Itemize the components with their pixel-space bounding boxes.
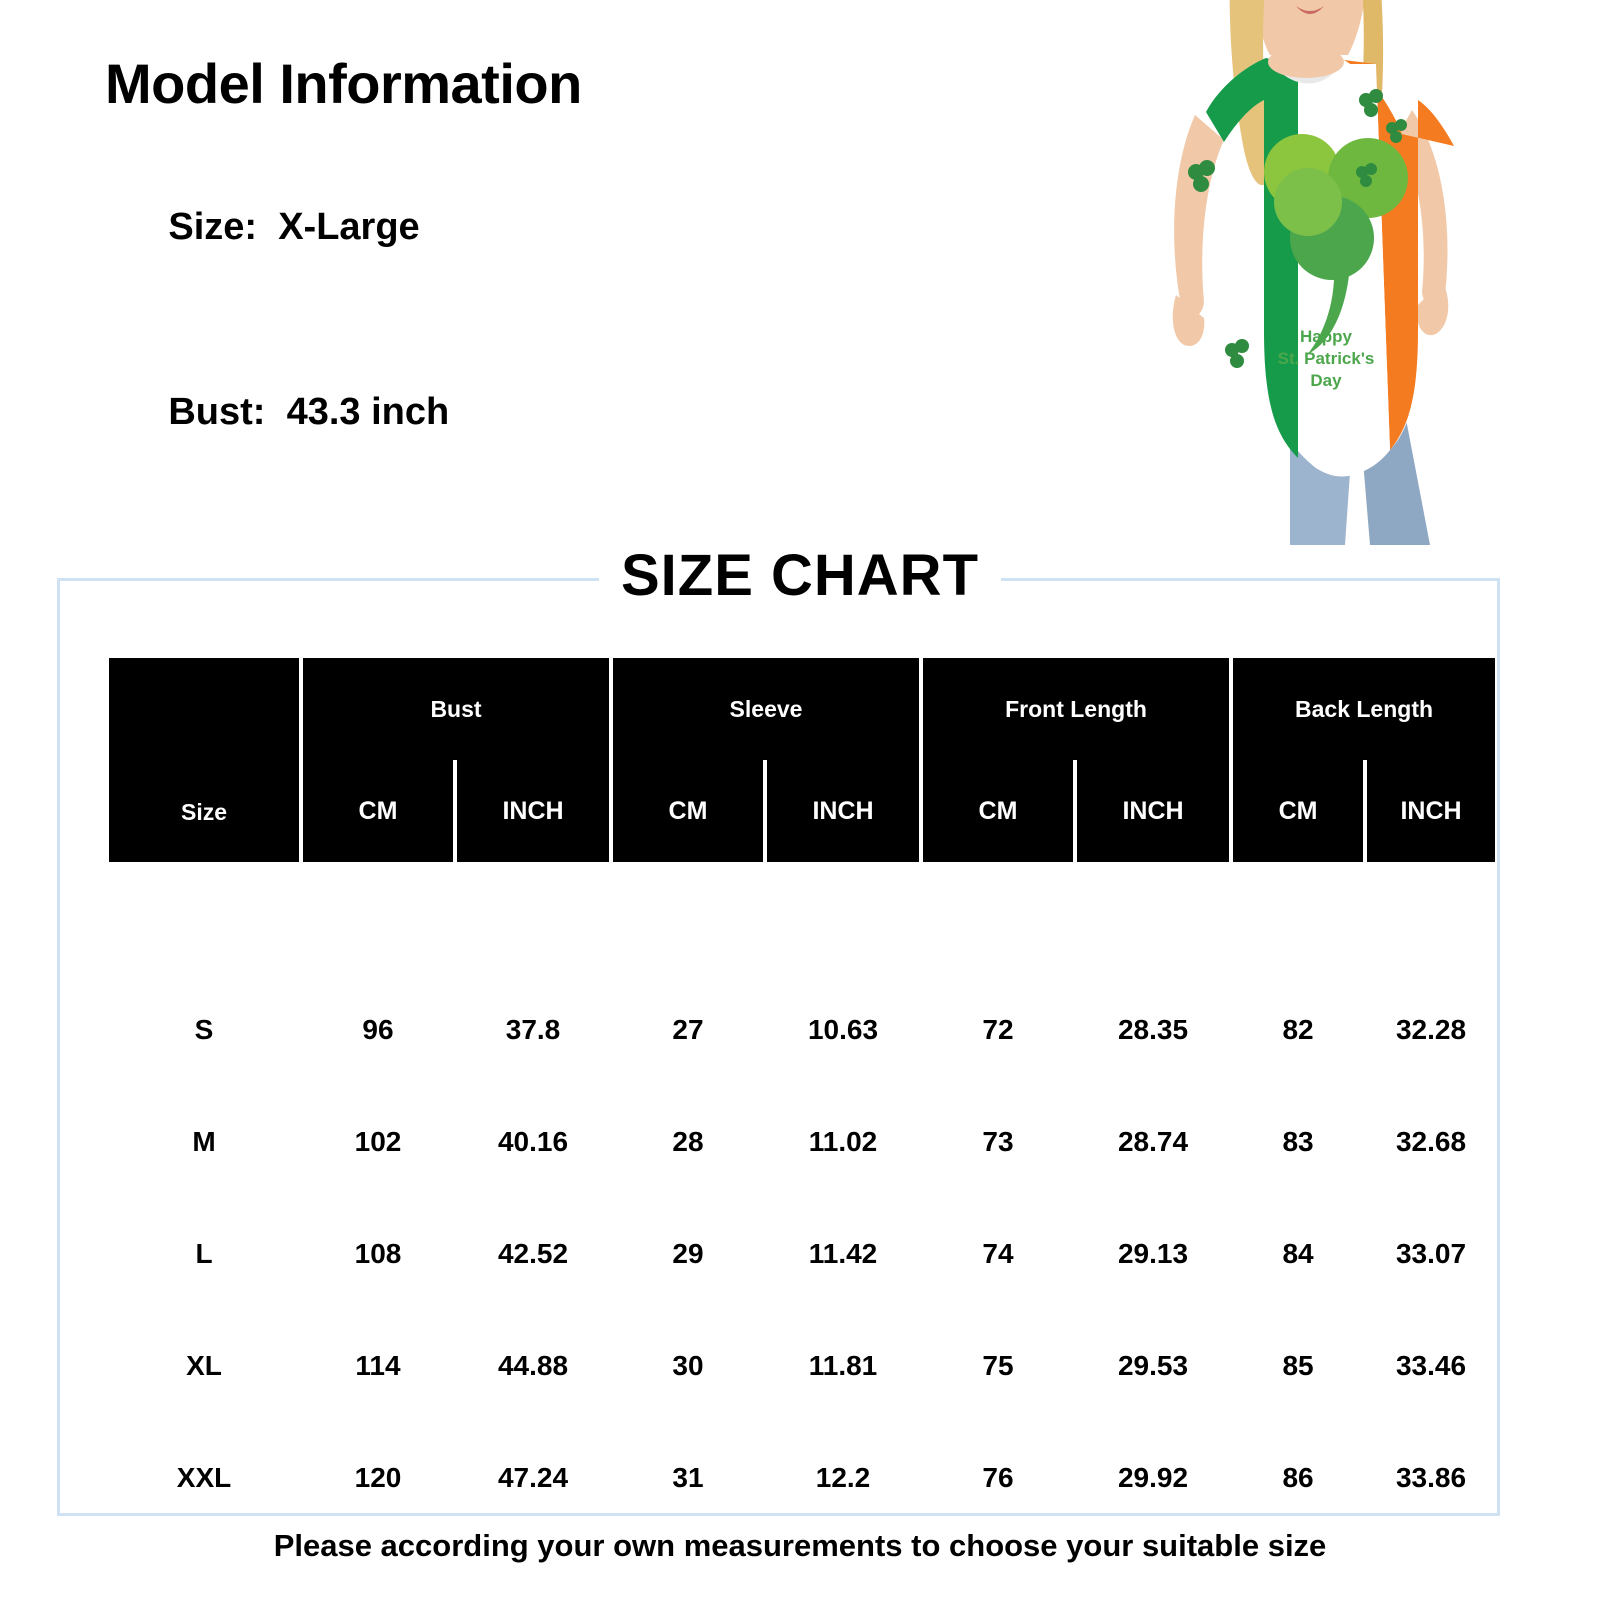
cell-back-inch: 33.07	[1395, 1238, 1467, 1269]
cell-size: M	[192, 1126, 216, 1157]
cell-back-inch: 32.28	[1395, 1014, 1467, 1045]
cell-front-inch: 28.74	[1117, 1126, 1189, 1157]
table-row	[109, 1310, 1495, 1422]
header-unit-back-inch: INCH	[1367, 760, 1495, 862]
table-row	[109, 1422, 1495, 1534]
cell-front-inch: 29.13	[1117, 1238, 1189, 1269]
header-group-front-length: Front Length	[923, 658, 1229, 760]
cell-front-cm: 72	[982, 1014, 1014, 1045]
cell-size: L	[195, 1238, 213, 1269]
header-unit-back-cm: CM	[1233, 760, 1363, 862]
header-unit-sleeve-cm: CM	[613, 760, 763, 862]
cell-bust-inch: 37.8	[505, 1014, 561, 1045]
header-unit-front-cm: CM	[923, 760, 1073, 862]
table-row	[109, 1086, 1495, 1198]
cell-bust-cm: 120	[354, 1462, 402, 1493]
cell-back-cm: 83	[1282, 1126, 1314, 1157]
model-info-line-size	[105, 136, 865, 321]
header-unit-sleeve-inch: INCH	[767, 760, 919, 862]
cell-size: XXL	[176, 1462, 232, 1493]
cell-front-cm: 76	[982, 1462, 1014, 1493]
cell-sleeve-inch: 11.02	[808, 1126, 878, 1157]
header-group-bust: Bust	[303, 658, 609, 760]
cell-bust-cm: 96	[362, 1014, 394, 1045]
model-info-sep-size: :	[244, 206, 258, 249]
cell-bust-cm: 114	[355, 1350, 401, 1381]
header-group-sleeve: Sleeve	[613, 658, 919, 760]
cell-bust-inch: 47.24	[497, 1462, 569, 1493]
cell-bust-inch: 42.52	[497, 1238, 569, 1269]
cell-back-cm: 85	[1282, 1350, 1314, 1381]
cell-back-inch: 32.68	[1395, 1126, 1467, 1157]
header-unit-bust-inch: INCH	[457, 760, 609, 862]
table-body	[109, 862, 1495, 1534]
table-row	[109, 1198, 1495, 1310]
header-unit-bust-cm: CM	[303, 760, 453, 862]
cell-front-cm: 74	[982, 1238, 1014, 1269]
header-unit-front-inch: INCH	[1077, 760, 1229, 862]
cell-sleeve-inch: 11.42	[808, 1238, 878, 1269]
cell-front-cm: 73	[982, 1126, 1014, 1157]
shirt-text-line1: Happy	[1300, 327, 1352, 346]
cell-front-inch: 29.92	[1117, 1462, 1189, 1493]
size-chart-heading-text: SIZE CHART	[599, 542, 1001, 609]
table-header-group-row	[109, 658, 1495, 760]
table-row	[109, 974, 1495, 1086]
product-photo	[1140, 0, 1520, 545]
model-info-value-size: X-Large	[278, 206, 420, 249]
model-info-label-size: Size	[168, 206, 245, 249]
cell-sleeve-inch: 11.81	[808, 1350, 878, 1381]
cell-size: S	[194, 1014, 214, 1045]
cell-front-cm: 75	[982, 1350, 1014, 1381]
cell-front-inch: 29.53	[1117, 1350, 1189, 1381]
model-information-title: Model Information	[105, 52, 582, 115]
cell-sleeve-cm: 28	[672, 1126, 704, 1157]
cell-sleeve-cm: 29	[672, 1238, 704, 1269]
cell-bust-cm: 102	[354, 1126, 402, 1157]
model-info-line-bust	[105, 320, 865, 505]
shirt-text-line2: St. Patrick's	[1277, 349, 1375, 368]
cell-sleeve-cm: 27	[672, 1014, 704, 1045]
cell-back-cm: 84	[1282, 1238, 1314, 1269]
shirt-text-line3: Day	[1310, 371, 1342, 390]
cell-sleeve-cm: 31	[672, 1462, 704, 1493]
cell-sleeve-inch: 10.63	[807, 1014, 879, 1045]
product-photo-illustration	[1140, 0, 1520, 545]
size-chart-heading	[0, 542, 1600, 609]
cell-back-cm: 82	[1282, 1014, 1314, 1045]
header-group-back-length: Back Length	[1233, 658, 1495, 760]
model-info-value-bust: 43.3 inch	[286, 390, 450, 433]
model-info-label-bust: Bust:	[168, 390, 266, 433]
cell-sleeve-cm: 30	[672, 1350, 704, 1381]
table-header-unit-row	[109, 760, 1495, 862]
cell-size: XL	[186, 1350, 222, 1381]
cell-bust-inch: 44.88	[497, 1350, 569, 1381]
cell-back-inch: 33.86	[1395, 1462, 1467, 1493]
cell-back-cm: 86	[1282, 1462, 1314, 1493]
size-chart-table	[105, 658, 1499, 1534]
cell-bust-cm: 108	[354, 1238, 402, 1269]
cell-front-inch: 28.35	[1117, 1014, 1189, 1045]
footnote-text: Please according your own measurements to choose your suitable size	[273, 1528, 1327, 1563]
cell-sleeve-inch: 12.2	[815, 1462, 871, 1493]
cell-bust-inch: 40.16	[497, 1126, 569, 1157]
table-spacer	[109, 862, 1495, 974]
header-size: Size	[109, 658, 299, 862]
cell-back-inch: 33.46	[1395, 1350, 1467, 1381]
